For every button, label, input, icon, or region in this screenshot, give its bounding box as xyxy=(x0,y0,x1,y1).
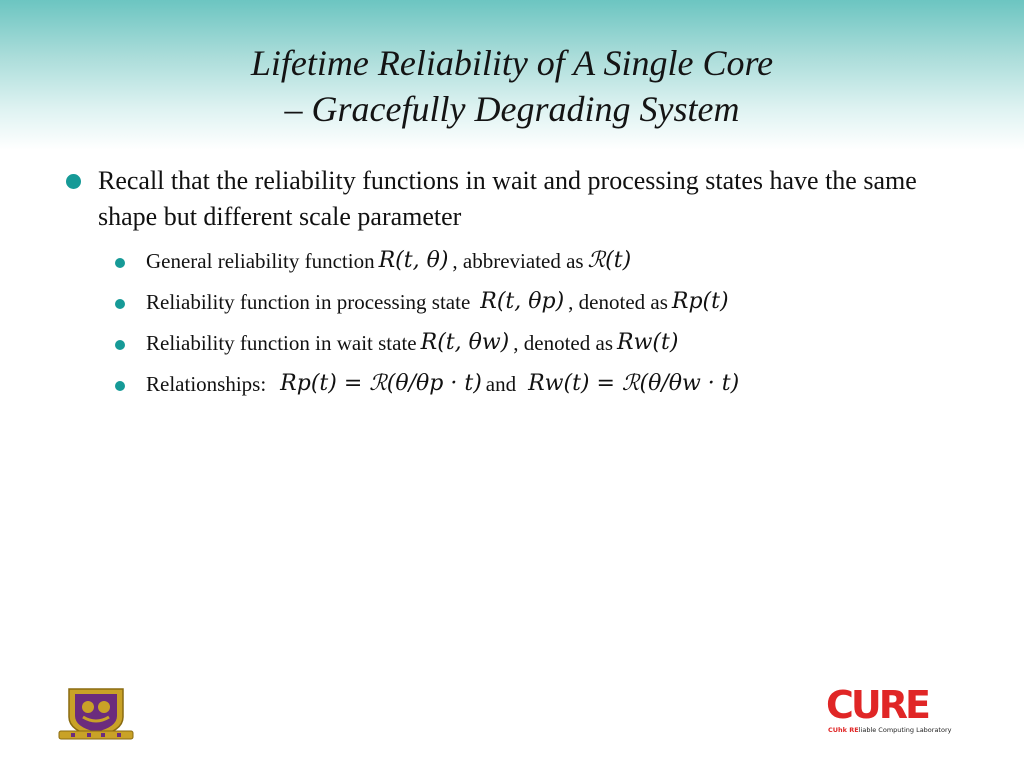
bullet-dot-icon xyxy=(115,340,125,350)
cure-logo-word: CURE xyxy=(826,683,928,727)
cure-logo-caption xyxy=(828,726,958,734)
main-bullet-text: Recall that the reliability functions in wait and processing states have the same shape but different scale parameter xyxy=(98,166,917,231)
math-expression xyxy=(421,329,510,357)
cuhk-crest-icon xyxy=(55,683,137,743)
math-text: R(t, θw) xyxy=(420,330,510,355)
cure-logo xyxy=(826,683,956,738)
title-line-1: Lifetime Reliability of A Single Core xyxy=(250,43,774,83)
math-expression xyxy=(480,288,564,316)
connector-text: and xyxy=(485,372,517,396)
title-line-2: – Gracefully Degrading System xyxy=(284,89,740,129)
main-bullet xyxy=(62,163,942,235)
math-text: Rw(t) xyxy=(617,330,679,355)
math-text: R(t, θ) xyxy=(378,248,449,273)
math-text: Rw(t) = ℛ(θ/θw · t) xyxy=(528,371,740,396)
cure-caption-prefix: CUhk RE xyxy=(828,726,859,734)
sub-bullet-processing xyxy=(115,288,733,316)
connector-text: , denoted as xyxy=(568,290,668,314)
bullet-dot-icon xyxy=(115,381,125,391)
math-expression xyxy=(617,329,678,357)
math-expression xyxy=(528,370,739,398)
math-expression xyxy=(280,370,482,398)
sub-bullet-label: Reliability function in processing state xyxy=(146,290,471,314)
sub-bullet-label: General reliability function xyxy=(146,249,375,273)
slide-title xyxy=(0,40,1024,132)
math-text: R(t, θp) xyxy=(480,289,565,314)
connector-text: , denoted as xyxy=(513,331,613,355)
math-expression xyxy=(672,288,729,316)
cure-caption-rest: liable Computing Laboratory xyxy=(858,726,952,734)
sub-bullet-general xyxy=(115,247,635,275)
sub-bullet-label: Relationships: xyxy=(146,372,267,396)
math-expression xyxy=(379,247,449,275)
math-text: ℛ(t) xyxy=(587,248,632,273)
math-text: Rp(t) xyxy=(671,289,729,314)
sub-bullet-label: Reliability function in wait state xyxy=(146,331,417,355)
connector-text: , abbreviated as xyxy=(452,249,584,273)
bullet-dot-icon xyxy=(66,174,81,189)
sub-bullet-wait xyxy=(115,329,682,357)
sub-bullet-relationships xyxy=(115,370,743,398)
bullet-dot-icon xyxy=(115,299,125,309)
math-text: Rp(t) = ℛ(θ/θp · t) xyxy=(280,371,482,396)
math-expression xyxy=(588,247,632,275)
bullet-dot-icon xyxy=(115,258,125,268)
